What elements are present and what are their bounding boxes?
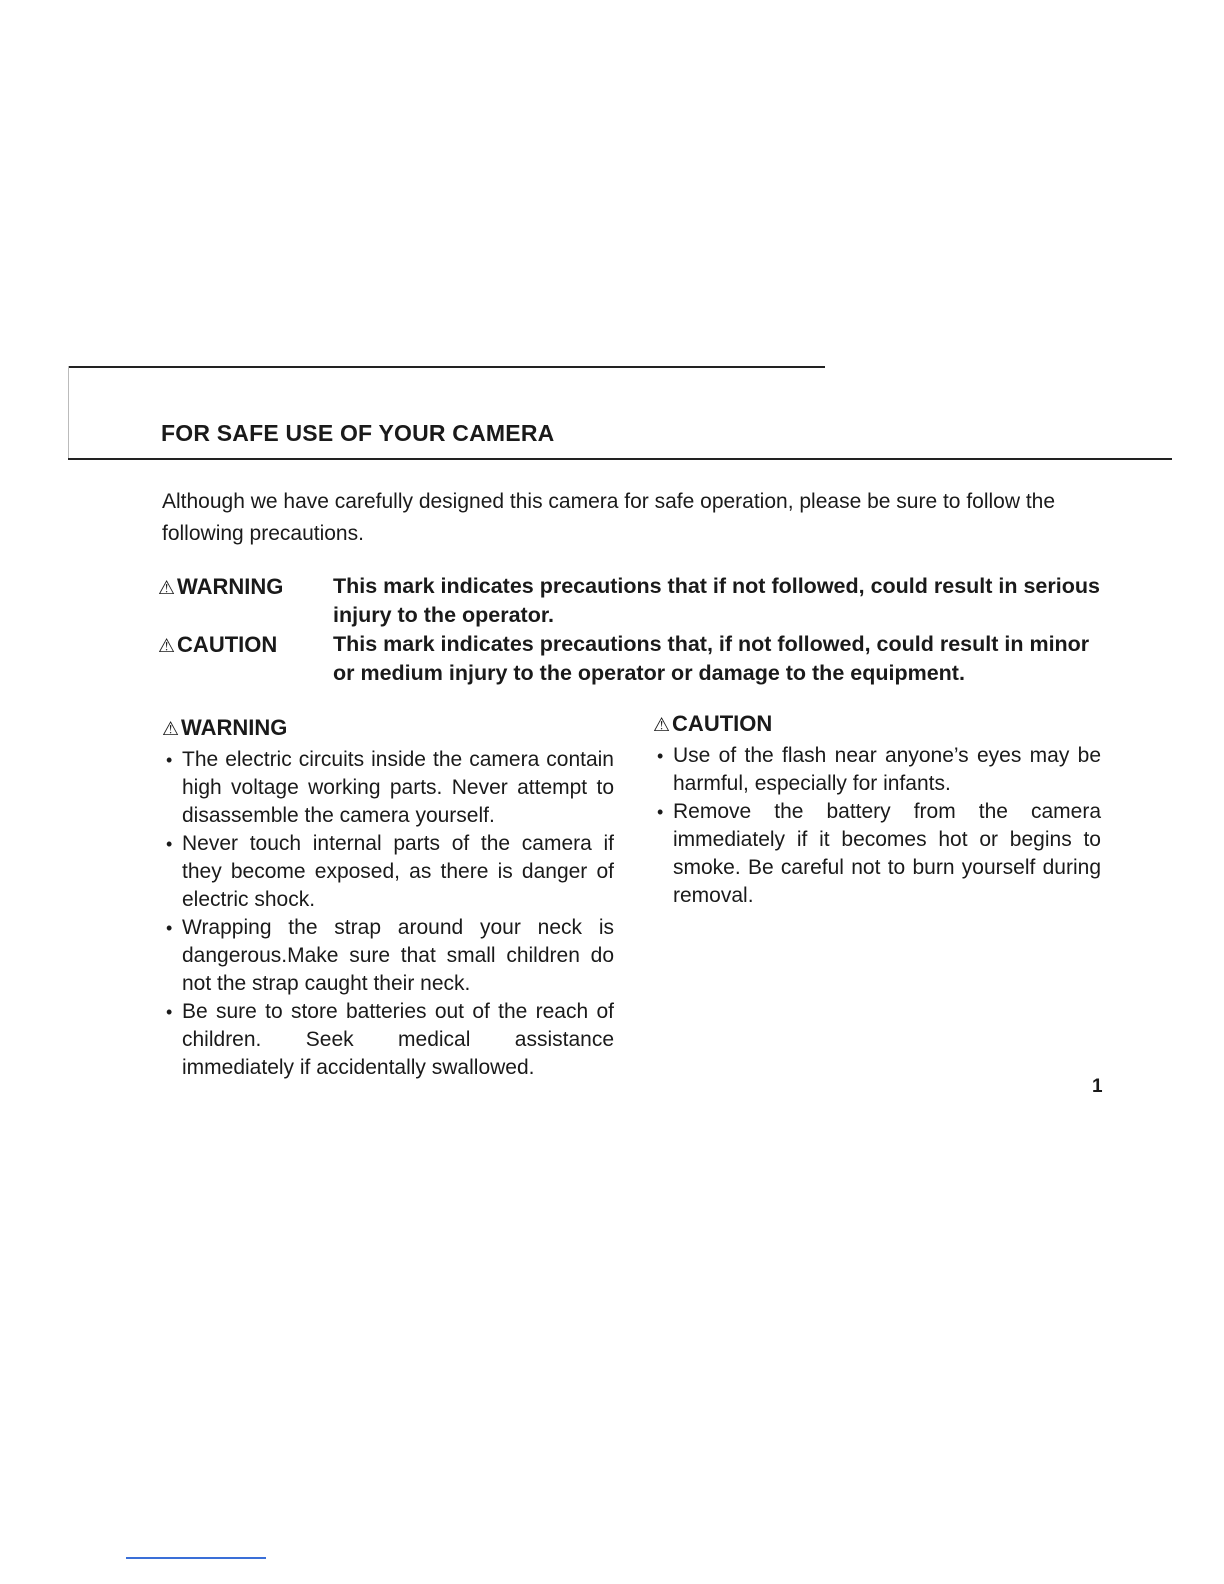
bullet-icon: • <box>166 750 173 770</box>
list-item-text: Wrapping the strap around your neck is dangerous.Make sure that small children do not the strap caught their neck. <box>182 916 614 995</box>
legend-caution-description: This mark indicates precautions that, if not followed, could result in minor or medium injury to the operator or damage to the equipment. <box>333 632 1090 685</box>
footer-underline <box>126 1557 266 1559</box>
legend-warning-term <box>158 574 283 600</box>
list-item <box>653 742 1101 798</box>
warning-triangle-icon: ⚠ <box>158 636 176 657</box>
list-item-text: Remove the battery from the camera immediately if it becomes hot or begins to smoke. Be careful not to burn yourself during removal. <box>673 800 1101 907</box>
caution-column <box>653 710 1101 910</box>
list-item-text: The electric circuits inside the camera contain high voltage working parts. Never attempt to disassemble the camera yourself. <box>182 748 614 827</box>
warning-triangle-icon: ⚠ <box>162 719 180 740</box>
bullet-icon: • <box>166 834 173 854</box>
warning-triangle-icon: ⚠ <box>653 715 671 736</box>
header-bottom-rule <box>68 458 1172 460</box>
legend-warning-description: This mark indicates precautions that if not followed, could result in serious injury to the operator. <box>333 574 1100 627</box>
list-item <box>162 746 614 830</box>
list-item <box>162 998 614 1082</box>
caution-heading-label: CAUTION <box>672 711 773 736</box>
legend-caution-label: CAUTION <box>177 632 278 657</box>
intro-paragraph: Although we have carefully designed this camera for safe operation, please be sure to follow the following precautions. <box>162 490 1056 545</box>
page-number: 1 <box>1092 1076 1103 1097</box>
header-top-rule <box>68 366 825 368</box>
legend-caution-term <box>158 632 277 658</box>
list-item-text: Never touch internal parts of the camera if they become exposed, as there is danger of electric shock. <box>182 832 614 911</box>
bullet-icon: • <box>166 918 173 938</box>
legend-caution <box>158 630 1103 688</box>
list-item <box>653 798 1101 910</box>
warning-heading-label: WARNING <box>181 715 288 740</box>
caution-heading <box>653 710 1101 740</box>
caution-list <box>653 742 1101 910</box>
legend-warning-label: WARNING <box>177 574 284 599</box>
warning-triangle-icon: ⚠ <box>158 578 176 599</box>
list-item-text: Be sure to store batteries out of the reach of children. Seek medical assistance immediately if accidentally swallowed. <box>182 1000 614 1079</box>
warning-heading <box>162 714 614 744</box>
header-left-rule <box>68 366 69 458</box>
bullet-icon: • <box>657 746 664 766</box>
warning-list <box>162 746 614 1082</box>
legend-warning <box>158 572 1103 630</box>
list-item-text: Use of the flash near anyone’s eyes may be harmful, especially for infants. <box>673 744 1101 795</box>
bullet-icon: • <box>657 802 664 822</box>
list-item <box>162 914 614 998</box>
warning-column <box>162 714 614 1082</box>
bullet-icon: • <box>166 1002 173 1022</box>
page-title: FOR SAFE USE OF YOUR CAMERA <box>161 420 555 446</box>
list-item <box>162 830 614 914</box>
